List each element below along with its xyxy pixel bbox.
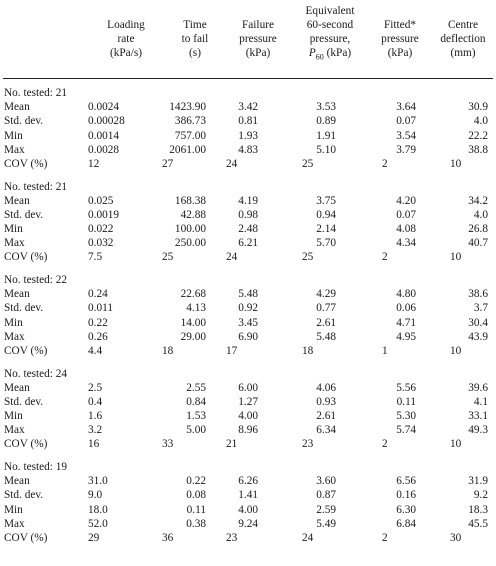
table-cell: 0.025 — [88, 194, 114, 207]
table-cell: 6.00 — [238, 381, 258, 394]
header-line: pressure — [239, 33, 277, 45]
row-label: Mean — [4, 381, 30, 394]
table-cell: 4.0 — [473, 208, 488, 221]
header-line: Centre — [447, 19, 479, 31]
table-cell: 0.07 — [396, 115, 416, 128]
table-cell: 0.08 — [186, 489, 206, 502]
row-label: COV (%) — [4, 438, 48, 451]
table-cell: 0.11 — [396, 395, 416, 408]
tested-count-row — [0, 273, 496, 287]
tested-count: No. tested: 19 — [4, 461, 68, 473]
table-cell: 0.22 — [186, 475, 206, 488]
table-cell: 5.00 — [186, 424, 206, 437]
tested-count-row — [0, 460, 496, 474]
table-cell: 4.95 — [396, 330, 416, 343]
table-cell: 25 — [162, 251, 174, 264]
table-cell: 45.5 — [468, 517, 488, 530]
table-cell: 1.6 — [88, 410, 103, 423]
table-cell: 4.4 — [88, 344, 103, 357]
header-line: 60-second — [306, 19, 354, 31]
table-cell: 5.48 — [238, 288, 258, 301]
table-cell: 0.38 — [186, 517, 206, 530]
table-cell: 10 — [450, 251, 462, 264]
tested-count-row — [0, 367, 496, 381]
table-cell: 0.011 — [88, 302, 113, 315]
table-cell: 27 — [162, 157, 174, 170]
table-cell: 29 — [88, 531, 100, 544]
table-row — [0, 114, 496, 128]
table-cell: 0.93 — [316, 395, 336, 408]
table-cell: 757.00 — [174, 129, 206, 142]
table-cell: 3.45 — [238, 316, 258, 329]
table-cell: 4.06 — [316, 381, 336, 394]
table-row — [0, 287, 496, 301]
table-cell: 7.5 — [88, 251, 103, 264]
table-cell: 2 — [382, 531, 388, 544]
table-cell: 5.56 — [396, 381, 416, 394]
row-label: Max — [4, 517, 25, 530]
table-row — [0, 100, 496, 114]
table-cell: 38.6 — [468, 288, 488, 301]
table-cell: 4.0 — [473, 115, 488, 128]
table-cell: 23 — [226, 531, 238, 544]
table-cell: 0.16 — [396, 489, 416, 502]
table-row — [0, 517, 496, 531]
table-cell: 29.00 — [180, 330, 206, 343]
row-label: Min — [4, 503, 23, 516]
p60-unit: (kPa) — [323, 47, 352, 59]
p60-symbol: P — [308, 47, 316, 59]
table-cell: 2.55 — [186, 381, 206, 394]
row-label: Mean — [4, 194, 30, 207]
table-cell: 9.24 — [238, 517, 258, 530]
header-line: pressure, — [309, 33, 351, 45]
table-cell: 0.77 — [316, 302, 336, 315]
table-cell: 26.8 — [468, 223, 488, 236]
table-cell: 1423.90 — [169, 101, 206, 114]
table-cell: 4.13 — [186, 302, 206, 315]
table-cell: 0.4 — [88, 395, 103, 408]
table-cell: 4.29 — [316, 288, 336, 301]
table-cell: 0.00028 — [88, 115, 125, 128]
table-cell: 5.30 — [396, 410, 416, 423]
table-cell: 0.07 — [396, 208, 416, 221]
table-cell: 0.0019 — [88, 208, 120, 221]
table-row — [0, 395, 496, 409]
table-cell: 6.90 — [238, 330, 258, 343]
row-label: Std. dev. — [4, 115, 44, 128]
table-cell: 4.71 — [396, 316, 416, 329]
table-cell: 9.2 — [473, 489, 488, 502]
table-cell: 0.26 — [88, 330, 108, 343]
table-cell: 4.83 — [238, 143, 258, 156]
p60-subscript: 60 — [315, 52, 324, 62]
row-label: Min — [4, 410, 23, 423]
table-cell: 34.2 — [468, 194, 488, 207]
header-line: Loading — [107, 19, 145, 31]
header-failure-pressure — [228, 4, 288, 74]
table-cell: 40.7 — [468, 237, 488, 250]
table-cell: 2.5 — [88, 381, 103, 394]
table-cell: 5.74 — [396, 424, 416, 437]
table-cell: 5.49 — [316, 517, 336, 530]
row-label: Max — [4, 424, 25, 437]
table-row — [0, 250, 496, 264]
table-cell: 3.7 — [473, 302, 488, 315]
row-label: Mean — [4, 101, 30, 114]
row-label: Std. dev. — [4, 395, 44, 408]
row-label: Min — [4, 316, 23, 329]
row-label: COV (%) — [4, 344, 48, 357]
table-cell: 1.27 — [238, 395, 258, 408]
table-cell: 168.38 — [174, 194, 206, 207]
table-row — [0, 194, 496, 208]
table-cell: 0.89 — [316, 115, 336, 128]
table-cell: 31.9 — [468, 475, 488, 488]
table-cell: 386.73 — [174, 115, 206, 128]
header-line: Equivalent — [305, 5, 355, 17]
table-cell: 3.53 — [316, 101, 336, 114]
table-cell: 0.032 — [88, 237, 114, 250]
table-cell: 4.80 — [396, 288, 416, 301]
table-cell: 22.2 — [468, 129, 488, 142]
test-group — [0, 273, 496, 367]
table-cell: 3.54 — [396, 129, 416, 142]
table-header — [0, 4, 496, 74]
header-rule — [3, 78, 493, 79]
table-row — [0, 474, 496, 488]
table-cell: 2.48 — [238, 223, 258, 236]
table-cell: 0.94 — [316, 208, 336, 221]
row-label: Mean — [4, 288, 30, 301]
table-cell: 0.11 — [186, 503, 206, 516]
table-cell: 5.48 — [316, 330, 336, 343]
table-cell: 9.0 — [88, 489, 103, 502]
row-label: COV (%) — [4, 531, 48, 544]
row-label: Max — [4, 237, 25, 250]
table-row — [0, 344, 496, 358]
table-cell: 43.9 — [468, 330, 488, 343]
header-line: (mm) — [450, 47, 476, 59]
table-cell: 3.2 — [88, 424, 103, 437]
row-label: Min — [4, 129, 23, 142]
table-cell: 4.1 — [473, 395, 488, 408]
header-line: (kPa) — [387, 47, 413, 59]
table-cell: 4.00 — [238, 503, 258, 516]
table-cell: 23 — [302, 438, 314, 451]
table-cell: 5.70 — [316, 237, 336, 250]
table-cell: 52.0 — [88, 517, 108, 530]
table-row — [0, 503, 496, 517]
table-cell: 10 — [450, 157, 462, 170]
table-row — [0, 409, 496, 423]
table-cell: 3.60 — [316, 475, 336, 488]
table-cell: 1.93 — [238, 129, 258, 142]
table-cell: 0.84 — [186, 395, 206, 408]
table-cell: 2.61 — [316, 410, 336, 423]
header-p60-line — [294, 46, 366, 64]
tested-count: No. tested: 21 — [4, 180, 68, 193]
table-cell: 30.9 — [468, 101, 488, 114]
table-cell: 0.022 — [88, 223, 114, 236]
tested-count-row — [0, 180, 496, 194]
table-cell: 10 — [450, 438, 462, 451]
table-cell: 10 — [450, 344, 462, 357]
table-cell: 6.30 — [396, 503, 416, 516]
table-cell: 8.96 — [238, 424, 258, 437]
header-line: Time — [183, 19, 207, 31]
table-cell: 30.4 — [468, 316, 488, 329]
header-centre-deflection — [432, 4, 494, 74]
tested-count: No. tested: 24 — [4, 367, 68, 380]
table-row — [0, 531, 496, 545]
header-line: rate — [117, 33, 135, 45]
tested-count-row — [0, 86, 496, 100]
table-cell: 12 — [88, 157, 100, 170]
table-cell: 0.06 — [396, 302, 416, 315]
table-cell: 4.20 — [396, 194, 416, 207]
table-cell: 33.1 — [468, 410, 488, 423]
table-cell: 16 — [88, 438, 100, 451]
table-cell: 36 — [162, 531, 174, 544]
table-cell: 6.21 — [238, 237, 258, 250]
test-group — [0, 180, 496, 274]
row-label: COV (%) — [4, 251, 48, 264]
header-fitted-pressure — [372, 4, 428, 74]
table-cell: 5.10 — [316, 143, 336, 156]
table-row — [0, 129, 496, 143]
table-row — [0, 236, 496, 250]
table-cell: 24 — [226, 251, 238, 264]
table-row — [0, 143, 496, 157]
table-cell: 24 — [226, 157, 238, 170]
table-cell: 30 — [450, 531, 462, 544]
table-cell: 38.8 — [468, 143, 488, 156]
table-row — [0, 208, 496, 222]
row-label: Std. dev. — [4, 489, 44, 502]
table-cell: 0.0014 — [88, 129, 120, 142]
table-row — [0, 381, 496, 395]
table-cell: 25 — [302, 251, 314, 264]
table-row — [0, 157, 496, 171]
table-cell: 2.59 — [316, 503, 336, 516]
tested-count: No. tested: 22 — [4, 274, 68, 286]
test-group — [0, 460, 496, 554]
table-cell: 6.26 — [238, 475, 258, 488]
header-line: Failure — [242, 19, 274, 31]
table-row — [0, 423, 496, 437]
table-cell: 4.19 — [238, 194, 258, 207]
table-cell: 2 — [382, 251, 388, 264]
row-label: Max — [4, 330, 25, 343]
table-row — [0, 330, 496, 344]
table-cell: 0.87 — [316, 489, 336, 502]
table-row — [0, 222, 496, 236]
table-cell: 14.00 — [180, 316, 206, 329]
table-cell: 0.98 — [238, 208, 258, 221]
header-line: Fitted* — [383, 19, 416, 31]
table-cell: 33 — [162, 438, 174, 451]
header-time-to-fail — [170, 4, 220, 74]
table-cell: 2.14 — [316, 223, 336, 236]
table-cell: 0.0028 — [88, 143, 120, 156]
table-cell: 3.75 — [316, 194, 336, 207]
table-cell: 6.84 — [396, 517, 416, 530]
table-cell: 18 — [302, 344, 314, 357]
table-cell: 4.34 — [396, 237, 416, 250]
table-cell: 0.22 — [88, 316, 108, 329]
table-cell: 31.0 — [88, 475, 108, 488]
table-cell: 3.42 — [238, 101, 258, 114]
table-cell: 22.68 — [180, 288, 206, 301]
table-cell: 250.00 — [174, 237, 206, 250]
header-line: (kPa) — [245, 47, 271, 59]
table-cell: 6.34 — [316, 424, 336, 437]
table-cell: 3.79 — [396, 143, 416, 156]
table-cell: 24 — [302, 531, 314, 544]
table-cell: 1.53 — [186, 410, 206, 423]
table-cell: 100.00 — [174, 223, 206, 236]
header-line: deflection — [440, 33, 486, 45]
table-cell: 2 — [382, 157, 388, 170]
table-cell: 18 — [162, 344, 174, 357]
header-loading-rate — [96, 4, 156, 74]
table-cell: 17 — [226, 344, 238, 357]
table-cell: 0.0024 — [88, 101, 120, 114]
table-cell: 18.3 — [468, 503, 488, 516]
table-row — [0, 316, 496, 330]
table-cell: 2 — [382, 438, 388, 451]
table-cell: 25 — [302, 157, 314, 170]
table-row — [0, 301, 496, 315]
header-line: to fail — [181, 33, 209, 45]
table-cell: 2061.00 — [169, 143, 206, 156]
header-line: pressure — [381, 33, 419, 45]
table-cell: 18.0 — [88, 503, 108, 516]
header-line: (kPa/s) — [109, 47, 142, 59]
test-group — [0, 367, 496, 461]
table-cell: 0.92 — [238, 302, 258, 315]
row-label: COV (%) — [4, 157, 48, 170]
table-row — [0, 437, 496, 451]
row-label: Mean — [4, 475, 30, 488]
table-cell: 1.41 — [238, 489, 258, 502]
row-label: Std. dev. — [4, 208, 44, 221]
table-cell: 4.08 — [396, 223, 416, 236]
row-label: Std. dev. — [4, 302, 44, 315]
table-cell: 42.88 — [180, 208, 206, 221]
header-line: (s) — [189, 47, 201, 59]
table-body — [0, 86, 496, 554]
row-label: Min — [4, 223, 23, 236]
tested-count: No. tested: 21 — [4, 87, 68, 99]
table-cell: 1.91 — [316, 129, 336, 142]
table-cell: 2.61 — [316, 316, 336, 329]
table-row — [0, 488, 496, 502]
table-cell: 1 — [382, 344, 388, 357]
table-cell: 21 — [226, 438, 238, 451]
header-equivalent-pressure — [294, 4, 366, 74]
table-cell: 0.24 — [88, 288, 108, 301]
test-group — [0, 86, 496, 180]
table-cell: 0.81 — [238, 115, 258, 128]
table-cell: 49.3 — [468, 424, 488, 437]
row-label: Max — [4, 143, 25, 156]
table-cell: 39.6 — [468, 381, 488, 394]
table-cell: 4.00 — [238, 410, 258, 423]
table-cell: 6.56 — [396, 475, 416, 488]
table-cell: 3.64 — [396, 101, 416, 114]
